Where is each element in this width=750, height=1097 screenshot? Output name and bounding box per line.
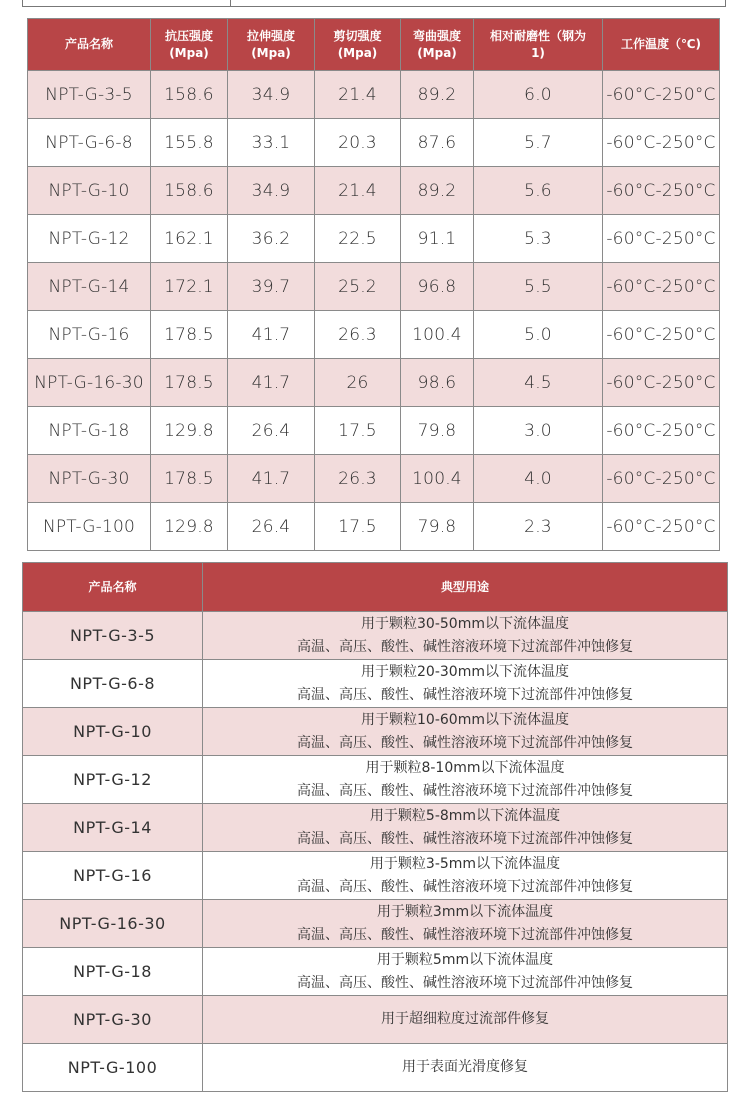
usage-cell-product-name: NPT-G-18 (23, 948, 203, 996)
spec-cell-flexural: 89.2 (401, 71, 474, 119)
spec-cell-tensile: 41.7 (228, 455, 315, 503)
usage-text-line1: 用于颗粒10-60mm以下流体温度 (361, 711, 569, 728)
usage-row (23, 1044, 728, 1092)
spec-table-body (28, 71, 720, 551)
spec-cell-shear: 26 (315, 359, 401, 407)
usage-table-body (23, 612, 728, 1092)
spec-cell-compressive: 129.8 (151, 503, 228, 551)
spec-cell-tensile: 26.4 (228, 503, 315, 551)
usage-cell-product-name: NPT-G-100 (23, 1044, 203, 1092)
spec-cell-flexural: 79.8 (401, 407, 474, 455)
spec-cell-shear: 25.2 (315, 263, 401, 311)
spec-cell-flexural: 100.4 (401, 311, 474, 359)
spec-cell-tensile: 26.4 (228, 407, 315, 455)
spec-cell-wear: 2.3 (474, 503, 603, 551)
usage-row (23, 852, 728, 900)
spec-cell-temperature: -60°C-250°C (603, 455, 720, 503)
usage-header-typical-use: 典型用途 (203, 563, 728, 612)
previous-table-stub (22, 0, 726, 7)
usage-row (23, 612, 728, 660)
spec-cell-product-name: NPT-G-12 (28, 215, 151, 263)
usage-cell-typical-use (203, 852, 728, 900)
usage-text-line1: 用于颗粒8-10mm以下流体温度 (365, 759, 565, 776)
spec-cell-shear: 22.5 (315, 215, 401, 263)
usage-text-line1: 用于表面光滑度修复 (402, 1059, 528, 1075)
spec-cell-wear: 5.6 (474, 167, 603, 215)
spec-header-temperature: 工作温度（℃) (603, 19, 720, 71)
spec-row (28, 455, 720, 503)
usage-cell-typical-use (203, 660, 728, 708)
spec-cell-wear: 5.3 (474, 215, 603, 263)
spec-cell-shear: 17.5 (315, 503, 401, 551)
usage-row (23, 900, 728, 948)
usage-cell-product-name: NPT-G-16 (23, 852, 203, 900)
usage-text-line2: 高温、高压、酸性、碱性溶液环境下过流部件冲蚀修复 (297, 782, 633, 799)
spec-cell-flexural: 96.8 (401, 263, 474, 311)
usage-text-line1: 用于颗粒5mm以下流体温度 (376, 951, 554, 968)
spec-cell-shear: 17.5 (315, 407, 401, 455)
usage-text-line2: 高温、高压、酸性、碱性溶液环境下过流部件冲蚀修复 (297, 830, 633, 847)
spec-cell-flexural: 89.2 (401, 167, 474, 215)
spec-cell-shear: 21.4 (315, 167, 401, 215)
usage-cell-product-name: NPT-G-30 (23, 996, 203, 1044)
spec-cell-compressive: 158.6 (151, 71, 228, 119)
spec-cell-shear: 26.3 (315, 455, 401, 503)
usage-text-line2: 高温、高压、酸性、碱性溶液环境下过流部件冲蚀修复 (297, 926, 633, 943)
usage-text-line1: 用于颗粒3-5mm以下流体温度 (369, 855, 561, 872)
spec-cell-shear: 20.3 (315, 119, 401, 167)
spec-row (28, 167, 720, 215)
usage-text-line1: 用于超细粒度过流部件修复 (381, 1011, 549, 1027)
spec-cell-product-name: NPT-G-16-30 (28, 359, 151, 407)
spec-cell-temperature: -60°C-250°C (603, 215, 720, 263)
spec-row (28, 359, 720, 407)
usage-cell-typical-use (203, 756, 728, 804)
spec-cell-product-name: NPT-G-3-5 (28, 71, 151, 119)
spec-cell-wear: 4.5 (474, 359, 603, 407)
spec-cell-tensile: 33.1 (228, 119, 315, 167)
spec-cell-product-name: NPT-G-16 (28, 311, 151, 359)
spec-table (27, 18, 720, 551)
usage-text-line2: 高温、高压、酸性、碱性溶液环境下过流部件冲蚀修复 (297, 638, 633, 655)
spec-cell-shear: 21.4 (315, 71, 401, 119)
previous-table-divider (230, 0, 231, 6)
usage-text-line2: 高温、高压、酸性、碱性溶液环境下过流部件冲蚀修复 (297, 686, 633, 703)
usage-cell-typical-use (203, 708, 728, 756)
spec-cell-temperature: -60°C-250°C (603, 71, 720, 119)
usage-row (23, 996, 728, 1044)
spec-cell-product-name: NPT-G-10 (28, 167, 151, 215)
spec-cell-wear: 5.7 (474, 119, 603, 167)
spec-cell-tensile: 34.9 (228, 71, 315, 119)
spec-cell-product-name: NPT-G-14 (28, 263, 151, 311)
usage-cell-typical-use (203, 612, 728, 660)
spec-cell-temperature: -60°C-250°C (603, 407, 720, 455)
usage-cell-typical-use (203, 948, 728, 996)
spec-cell-flexural: 98.6 (401, 359, 474, 407)
spec-row (28, 263, 720, 311)
spec-header-tensile: 拉伸强度 (Mpa) (228, 19, 315, 71)
usage-cell-product-name: NPT-G-12 (23, 756, 203, 804)
usage-cell-typical-use (203, 804, 728, 852)
spec-cell-wear: 5.0 (474, 311, 603, 359)
spec-row (28, 71, 720, 119)
spec-header-product-name: 产品名称 (28, 19, 151, 71)
spec-cell-compressive: 155.8 (151, 119, 228, 167)
spec-cell-product-name: NPT-G-100 (28, 503, 151, 551)
usage-row (23, 804, 728, 852)
spec-cell-temperature: -60°C-250°C (603, 503, 720, 551)
usage-cell-product-name: NPT-G-10 (23, 708, 203, 756)
usage-text-line1: 用于颗粒5-8mm以下流体温度 (369, 807, 561, 824)
spec-row (28, 407, 720, 455)
usage-row (23, 948, 728, 996)
usage-text-line2: 高温、高压、酸性、碱性溶液环境下过流部件冲蚀修复 (297, 974, 633, 991)
spec-cell-temperature: -60°C-250°C (603, 119, 720, 167)
spec-cell-wear: 5.5 (474, 263, 603, 311)
spec-cell-compressive: 158.6 (151, 167, 228, 215)
spec-cell-tensile: 41.7 (228, 311, 315, 359)
spec-cell-tensile: 34.9 (228, 167, 315, 215)
spec-cell-tensile: 39.7 (228, 263, 315, 311)
spec-cell-product-name: NPT-G-6-8 (28, 119, 151, 167)
spec-header-wear: 相对耐磨性（钢为 1) (474, 19, 603, 71)
usage-text-line1: 用于颗粒3mm以下流体温度 (376, 903, 554, 920)
spec-header-flexural: 弯曲强度 (Mpa) (401, 19, 474, 71)
spec-row (28, 311, 720, 359)
usage-table (22, 562, 728, 1092)
spec-cell-temperature: -60°C-250°C (603, 263, 720, 311)
spec-row (28, 215, 720, 263)
spec-header-compressive: 抗压强度 (Mpa) (151, 19, 228, 71)
usage-text-line1: 用于颗粒20-30mm以下流体温度 (361, 663, 569, 680)
usage-cell-typical-use (203, 996, 728, 1044)
usage-cell-product-name: NPT-G-14 (23, 804, 203, 852)
spec-cell-compressive: 162.1 (151, 215, 228, 263)
spec-cell-shear: 26.3 (315, 311, 401, 359)
usage-row (23, 708, 728, 756)
usage-row (23, 660, 728, 708)
spec-cell-compressive: 172.1 (151, 263, 228, 311)
spec-cell-product-name: NPT-G-30 (28, 455, 151, 503)
usage-cell-typical-use (203, 1044, 728, 1092)
spec-cell-product-name: NPT-G-18 (28, 407, 151, 455)
spec-cell-flexural: 100.4 (401, 455, 474, 503)
usage-text-line1: 用于颗粒30-50mm以下流体温度 (361, 615, 569, 632)
spec-cell-tensile: 41.7 (228, 359, 315, 407)
spec-cell-compressive: 129.8 (151, 407, 228, 455)
usage-cell-product-name: NPT-G-16-30 (23, 900, 203, 948)
spec-cell-compressive: 178.5 (151, 455, 228, 503)
usage-header-row (23, 563, 728, 612)
spec-header-row (28, 19, 720, 71)
spec-cell-tensile: 36.2 (228, 215, 315, 263)
spec-cell-wear: 6.0 (474, 71, 603, 119)
spec-cell-temperature: -60°C-250°C (603, 311, 720, 359)
spec-cell-wear: 4.0 (474, 455, 603, 503)
spec-row (28, 119, 720, 167)
usage-cell-product-name: NPT-G-3-5 (23, 612, 203, 660)
usage-cell-product-name: NPT-G-6-8 (23, 660, 203, 708)
usage-cell-typical-use (203, 900, 728, 948)
spec-cell-temperature: -60°C-250°C (603, 359, 720, 407)
usage-text-line2: 高温、高压、酸性、碱性溶液环境下过流部件冲蚀修复 (297, 734, 633, 751)
spec-cell-flexural: 91.1 (401, 215, 474, 263)
spec-row (28, 503, 720, 551)
usage-row (23, 756, 728, 804)
spec-cell-compressive: 178.5 (151, 311, 228, 359)
usage-header-product-name: 产品名称 (23, 563, 203, 612)
usage-text-line2: 高温、高压、酸性、碱性溶液环境下过流部件冲蚀修复 (297, 878, 633, 895)
spec-cell-compressive: 178.5 (151, 359, 228, 407)
spec-cell-flexural: 79.8 (401, 503, 474, 551)
spec-cell-wear: 3.0 (474, 407, 603, 455)
spec-cell-flexural: 87.6 (401, 119, 474, 167)
spec-header-shear: 剪切强度 (Mpa) (315, 19, 401, 71)
spec-cell-temperature: -60°C-250°C (603, 167, 720, 215)
